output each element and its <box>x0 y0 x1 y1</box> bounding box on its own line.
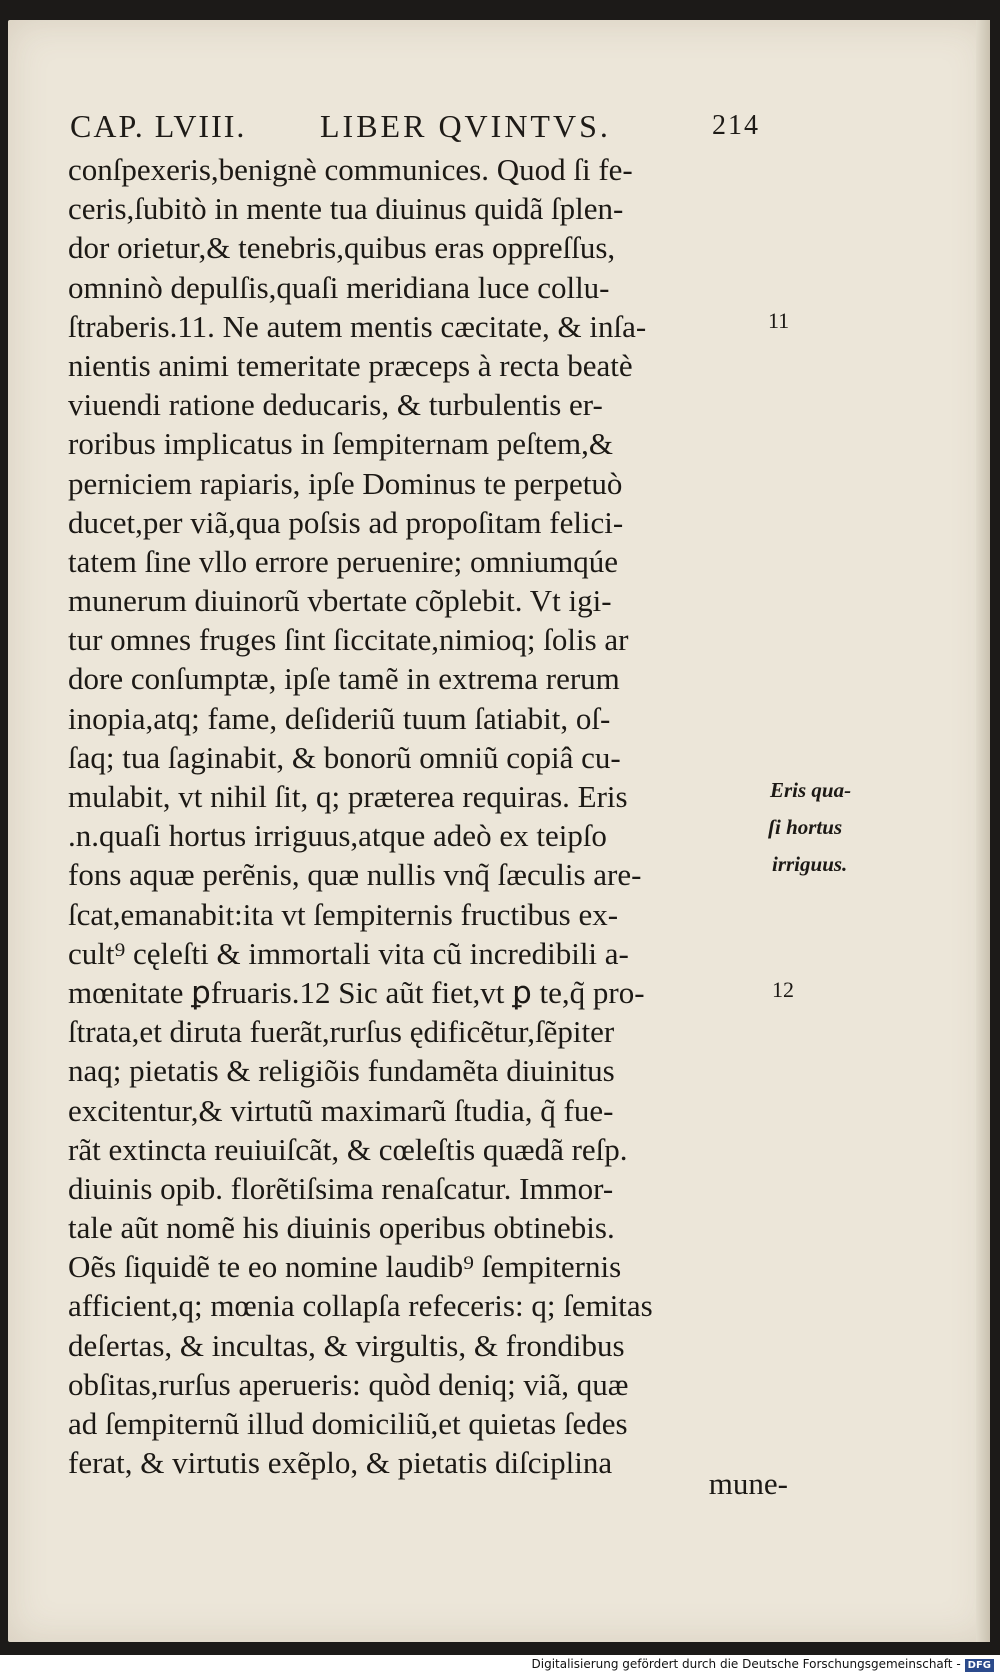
marginal-gloss-line: Eris qua- <box>770 778 852 802</box>
chapter-label: CAP. LVIII. <box>70 108 247 144</box>
marginal-gloss-line: irriguus. <box>772 852 848 876</box>
text-line: dore conſumptæ, ipſe tamẽ in extrema rerum <box>68 661 620 697</box>
text-line: naq; pietatis & religiõis fundamẽta diuinitus <box>68 1053 615 1089</box>
text-line: conſpexeris,benignè communices. Quod ſi fe- <box>68 152 633 187</box>
text-line: munerum diuinorũ vbertate cõplebit. Vt igi- <box>68 583 612 619</box>
text-line: ferat, & virtutis exẽplo, & pietatis diſciplina <box>68 1445 613 1481</box>
marginal-gloss-line: ſi hortus <box>768 815 843 839</box>
text-line: roribus implicatus in ſempiternam peſtem,& <box>68 426 613 462</box>
text-line: ducet,per viã,qua poſsis ad propoſitam felici- <box>68 504 624 540</box>
catchword: mune- <box>708 1466 788 1501</box>
text-line: deſertas, & incultas, & virgultis, & frondibus <box>68 1327 625 1363</box>
text-line: obſitas,rurſus aperueris: quòd deniq; viã, quæ <box>68 1366 629 1402</box>
text-line: perniciem rapiaris, ipſe Dominus te perpetuò <box>68 465 623 501</box>
text-line: excitentur,& virtutũ maximarũ ſtudia, q̃ fue- <box>68 1092 614 1128</box>
text-line: ſtraberis.11. Ne autem mentis cæcitate, & inſa- <box>68 308 647 344</box>
text-line: omninò depulſis,quaſi meridiana luce collu- <box>68 269 610 305</box>
text-line: tatem ſine vllo errore peruenire; omniumqúe <box>68 543 619 579</box>
text-line: afficient,q; mœnia collapſa refeceris: q; ſemitas <box>68 1288 653 1324</box>
text-line: ſtrata,et diruta fuerãt,rurſus ędificẽtur,ſẽpiter <box>68 1014 615 1050</box>
text-line: rãt extincta reuiuiſcãt, & cœleſtis quædã reſp. <box>68 1131 628 1167</box>
page-edge <box>976 20 990 1642</box>
running-head <box>70 108 760 148</box>
text-line: mœnitate ꝑfruaris.12 Sic aũt fiet,vt ꝑ te,q̃ pro- <box>68 974 645 1010</box>
text-line: .n.quaſi hortus irriguus,atque adeò ex teipſo <box>68 818 607 854</box>
text-line: inopia,atq; fame, deſideriũ tuum ſatiabit, oſ- <box>68 700 611 736</box>
text-line: ſaq; tua ſaginabit, & bonorũ omniũ copiâ cu- <box>68 739 621 775</box>
text-line: ceris,ſubitò in mente tua diuinus quidã ſplen- <box>68 191 624 227</box>
body-text <box>68 150 788 1482</box>
text-line: ad ſempiternũ illud domiciliũ,et quietas ſedes <box>68 1406 628 1441</box>
text-line: viuendi ratione deducaris, & turbulentis er- <box>68 387 603 423</box>
text-line: Oẽs ſiquidẽ te eo nomine laudib⁹ ſempiternis <box>68 1249 622 1285</box>
text-line: mulabit, vt nihil ſit, q; præterea requiras. Eris <box>68 779 628 814</box>
text-line: tale aũt nomẽ his diuinis operibus obtinebis. <box>68 1210 615 1246</box>
marginal-number-12: 12 <box>772 977 794 1002</box>
text-line: ſcat,emanabit:ita vt ſempiternis fructibus ex- <box>68 896 619 932</box>
text-line: dor orietur,& tenebris,quibus eras oppreſſus, <box>68 230 616 266</box>
credit-text: Digitalisierung gefördert durch die Deutsche Forschungsgemeinschaft - <box>531 1657 961 1671</box>
dfg-logo: DFG <box>965 1659 994 1672</box>
text-line: cult⁹ cęleſti & immortali vita cũ incredibili a- <box>68 935 629 971</box>
page-number: 214 <box>712 110 760 141</box>
digitization-credit <box>532 1657 995 1672</box>
book-title: LIBER QVINTVS. <box>320 108 611 144</box>
text-line: diuinis opib. florẽtiſsima renaſcatur. Immor- <box>68 1170 614 1206</box>
marginal-number-11: 11 <box>768 308 790 333</box>
text-line: tur omnes fruges ſint ſiccitate,nimioq; ſolis ar <box>68 622 629 658</box>
text-line: nientis animi temeritate præceps à recta beatè <box>68 347 633 383</box>
text-line: fons aquæ perẽnis, quæ nullis vnq̃ ſæculis are- <box>68 857 642 893</box>
